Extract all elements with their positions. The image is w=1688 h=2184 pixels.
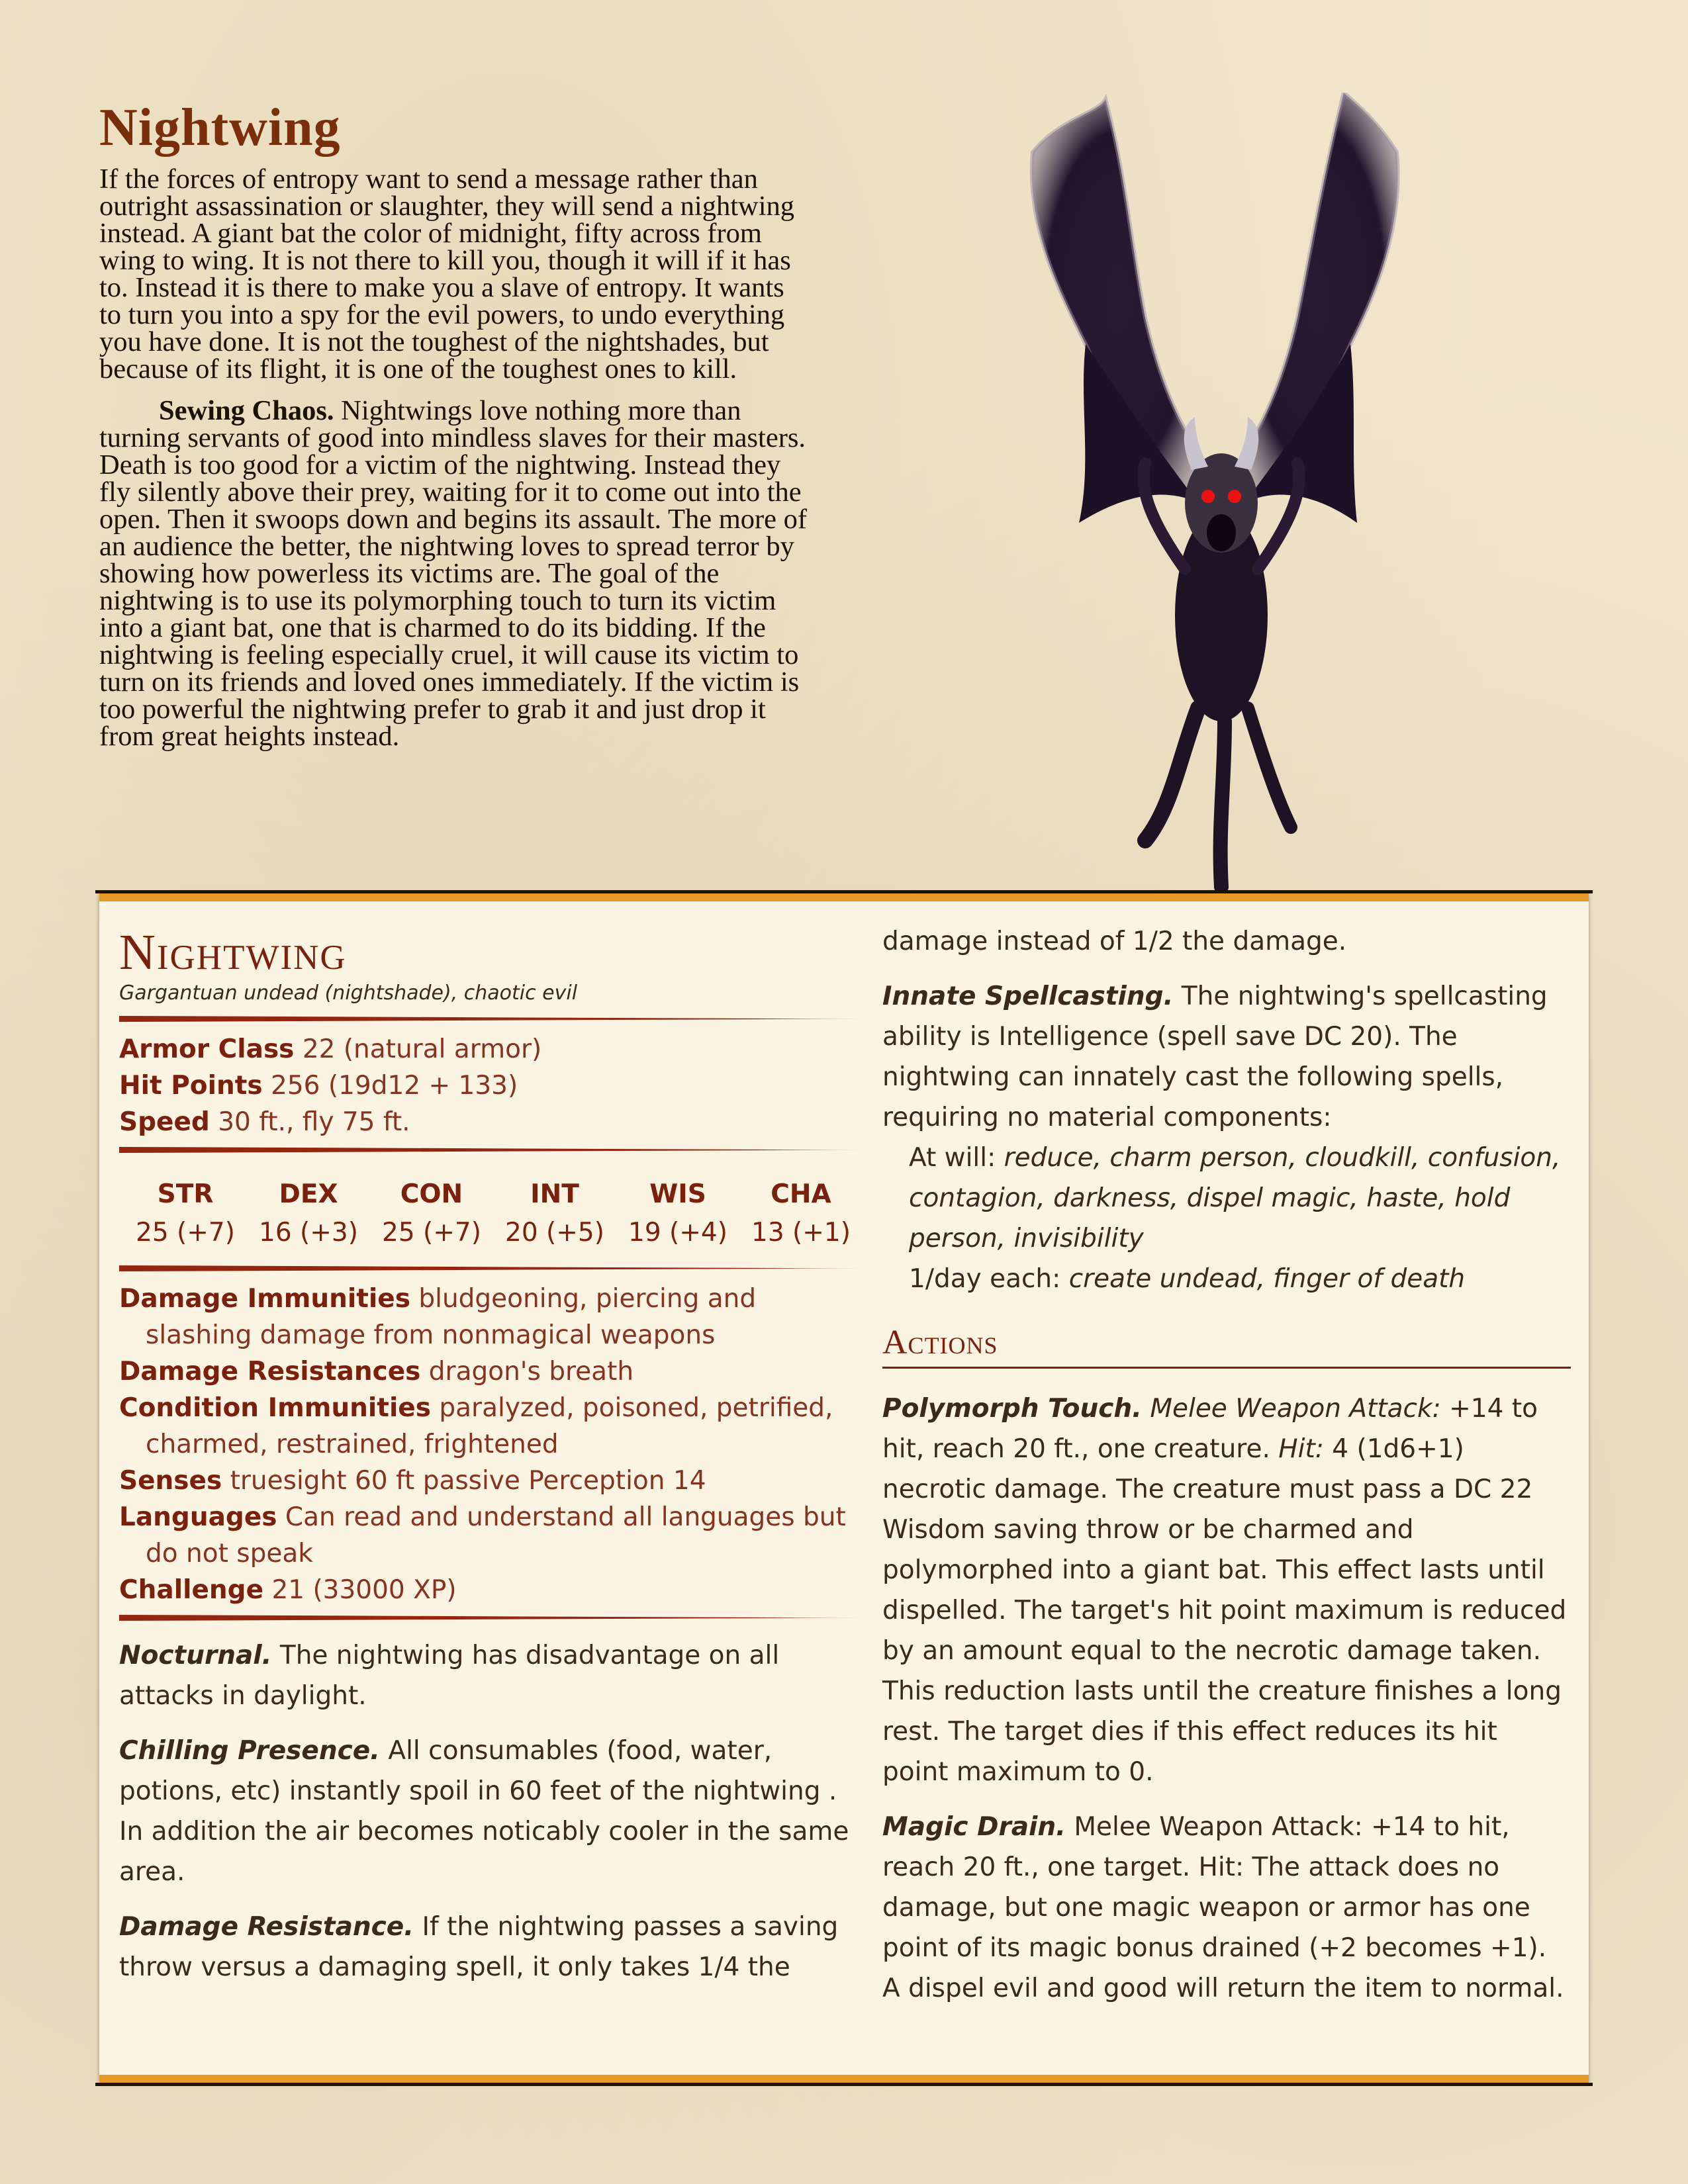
senses-label: Senses bbox=[119, 1466, 222, 1496]
armor-class-value: 22 (natural armor) bbox=[302, 1034, 542, 1064]
challenge-value: 21 (33000 XP) bbox=[271, 1575, 457, 1605]
ability-con bbox=[379, 1175, 485, 1252]
challenge-label: Challenge bbox=[119, 1575, 264, 1605]
trait-innate-spellcasting bbox=[882, 976, 1571, 1138]
trait-damage-resistance bbox=[119, 1907, 867, 1987]
ability-abbr: DEX bbox=[279, 1179, 338, 1209]
condition-immunities-label: Condition Immunities bbox=[119, 1393, 431, 1423]
spell-list: create undead, finger of death bbox=[1068, 1264, 1466, 1294]
damage-immunities bbox=[119, 1281, 867, 1353]
senses-value: truesight 60 ft passive Perception 14 bbox=[230, 1466, 706, 1496]
action-magic-drain bbox=[882, 1807, 1571, 2009]
damage-resistances-label: Damage Resistances bbox=[119, 1357, 421, 1387]
trait-damage-resistance-continued: damage instead of 1/2 the damage. bbox=[882, 927, 1347, 956]
action-name: Polymorph Touch. bbox=[882, 1394, 1142, 1424]
trait-text: The nightwing has disadvantage on all attacks in daylight. bbox=[119, 1641, 780, 1711]
languages-label: Languages bbox=[119, 1502, 277, 1532]
spell-frequency-label: 1/day each: bbox=[909, 1264, 1069, 1294]
action-polymorph-touch bbox=[882, 1388, 1571, 1792]
armor-class-label: Armor Class bbox=[119, 1034, 295, 1064]
intro-text bbox=[99, 165, 808, 764]
ability-score: 13 (+1) bbox=[751, 1218, 851, 1248]
sewing-chaos-text: Nightwings love nothing more than turning servants of good into mindless slaves for their masters. Death is too good for a victim of the nightwing. Instead they fly silently above their prey, waiting for it to come out into the open. Then it swoops down and begins its assault. The more of an audience the better, the nightwing loves to spread terror by showing how powerless its victims are. The goal of the nightwing is to use its polymorphing touch to turn its victim into a giant bat, one that is charmed to do its bidding. If the nightwing is feeling especially cruel, it will cause its victim to turn on its friends and loved ones immediately. If the victim is too powerful the nightwing prefer to grab it and just drop it from great heights instead. bbox=[99, 395, 808, 752]
senses bbox=[119, 1463, 867, 1499]
ability-abbr: CHA bbox=[771, 1179, 831, 1209]
creature-name: Nightwing bbox=[119, 925, 347, 980]
trait-text: All consumables (food, water, potions, etc) instantly spoil in 60 feet of the nightwing . In addition the air becomes noticably cooler in the same area. bbox=[119, 1736, 849, 1887]
sewing-chaos-heading: Sewing Chaos. bbox=[159, 395, 334, 426]
ability-abbr: INT bbox=[530, 1179, 579, 1209]
spells-per-day bbox=[882, 1259, 1571, 1299]
trait-name: Chilling Presence. bbox=[119, 1736, 380, 1766]
trait-text: If the nightwing passes a saving throw versus a damaging spell, it only takes 1/4 the bbox=[119, 1912, 839, 1982]
ability-cha bbox=[748, 1175, 854, 1252]
spell-frequency-label: At will: bbox=[909, 1143, 1004, 1173]
stat-block-left-column bbox=[119, 921, 867, 1987]
ability-str bbox=[132, 1175, 238, 1252]
trait-text: The nightwing's spellcasting ability is Intelligence (spell save DC 20). The nightwing can innately cast the following spells, requiring no material components: bbox=[882, 981, 1548, 1132]
intro-paragraph: If the forces of entropy want to send a message rather than outright assassination or slaughter, they will send a nightwing instead. A giant bat the color of midnight, fifty across from wing to wing. It is not there to kill you, though it will if it has to. Instead it is there to make you a slave of entropy. It wants to turn you into a spy for the evil powers, to undo everything you have done. It is not the toughest of the nightshades, but because of its flight, it is one of the toughest ones to kill. bbox=[99, 163, 795, 385]
spell-list: reduce, charm person, cloudkill, confusion, contagion, darkness, dispel magic, haste, hold person, invisibility bbox=[909, 1143, 1561, 1253]
armor-class bbox=[119, 1031, 867, 1068]
hit-points-label: Hit Points bbox=[119, 1071, 263, 1101]
hit-label: Hit: bbox=[1278, 1434, 1324, 1464]
actions-heading: Actions bbox=[882, 1322, 1571, 1369]
action-text: +14 to hit, reach 20 ft., one creature. bbox=[882, 1394, 1538, 1464]
damage-resistances bbox=[119, 1353, 867, 1390]
condition-immunities bbox=[119, 1390, 867, 1463]
sewing-chaos-paragraph bbox=[99, 397, 808, 750]
hit-points-value: 256 (19d12 + 133) bbox=[271, 1071, 518, 1101]
action-name: Magic Drain. bbox=[882, 1812, 1066, 1842]
damage-immunities-value: bludgeoning, piercing and slashing damage from nonmagical weapons bbox=[146, 1284, 757, 1350]
speed bbox=[119, 1104, 867, 1140]
damage-immunities-label: Damage Immunities bbox=[119, 1284, 410, 1314]
divider bbox=[119, 1016, 867, 1022]
trait-name: Damage Resistance. bbox=[119, 1912, 414, 1942]
languages-value: Can read and understand all languages but do not speak bbox=[146, 1502, 846, 1569]
ability-scores bbox=[119, 1162, 867, 1259]
speed-label: Speed bbox=[119, 1107, 210, 1137]
hit-points bbox=[119, 1068, 867, 1104]
trait-name: Nocturnal. bbox=[119, 1641, 272, 1670]
ability-abbr: STR bbox=[157, 1179, 214, 1209]
nightwing-illustration bbox=[980, 93, 1456, 900]
action-text: Melee Weapon Attack: +14 to hit, reach 20 ft., one target. Hit: The attack does no damage, but one magic weapon or armor has one point of its magic bonus drained (+2 becomes +1). A dispel evil and good will return the item to normal. bbox=[882, 1812, 1564, 2003]
spells-at-will bbox=[882, 1138, 1571, 1259]
page-title: Nightwing bbox=[99, 99, 341, 157]
ability-score: 25 (+7) bbox=[382, 1218, 481, 1248]
stat-block bbox=[99, 893, 1589, 2083]
ability-score: 16 (+3) bbox=[259, 1218, 358, 1248]
ability-abbr: CON bbox=[400, 1179, 463, 1209]
ability-int bbox=[502, 1175, 608, 1252]
ability-dex bbox=[256, 1175, 361, 1252]
divider bbox=[119, 1615, 867, 1621]
creature-type: Gargantuan undead (nightshade), chaotic evil bbox=[119, 981, 578, 1005]
trait-name: Innate Spellcasting. bbox=[882, 981, 1174, 1011]
stat-block-right-column bbox=[882, 921, 1571, 2009]
ability-score: 25 (+7) bbox=[136, 1218, 235, 1248]
ability-abbr: WIS bbox=[649, 1179, 706, 1209]
trait-chilling-presence bbox=[119, 1731, 867, 1892]
ability-score: 20 (+5) bbox=[505, 1218, 604, 1248]
condition-immunities-value: paralyzed, poisoned, petrified, charmed, restrained, frightened bbox=[146, 1393, 833, 1459]
ability-score: 19 (+4) bbox=[628, 1218, 727, 1248]
languages bbox=[119, 1499, 867, 1572]
divider bbox=[119, 1265, 867, 1271]
speed-value: 30 ft., fly 75 ft. bbox=[218, 1107, 410, 1137]
challenge bbox=[119, 1572, 867, 1608]
action-text: 4 (1d6+1) necrotic damage. The creature must pass a DC 22 Wisdom saving throw or be charmed and polymorphed into a giant bat. This effect lasts until dispelled. The target's hit point maximum is reduced by an amount equal to the necrotic damage taken. This reduction lasts until the creature finishes a long rest. The target dies if this effect reduces its hit point maximum to 0. bbox=[882, 1434, 1567, 1787]
attack-type: Melee Weapon Attack: bbox=[1141, 1394, 1441, 1424]
ability-wis bbox=[625, 1175, 731, 1252]
divider bbox=[119, 1147, 867, 1153]
damage-resistances-value: dragon's breath bbox=[428, 1357, 634, 1387]
trait-nocturnal bbox=[119, 1635, 867, 1716]
